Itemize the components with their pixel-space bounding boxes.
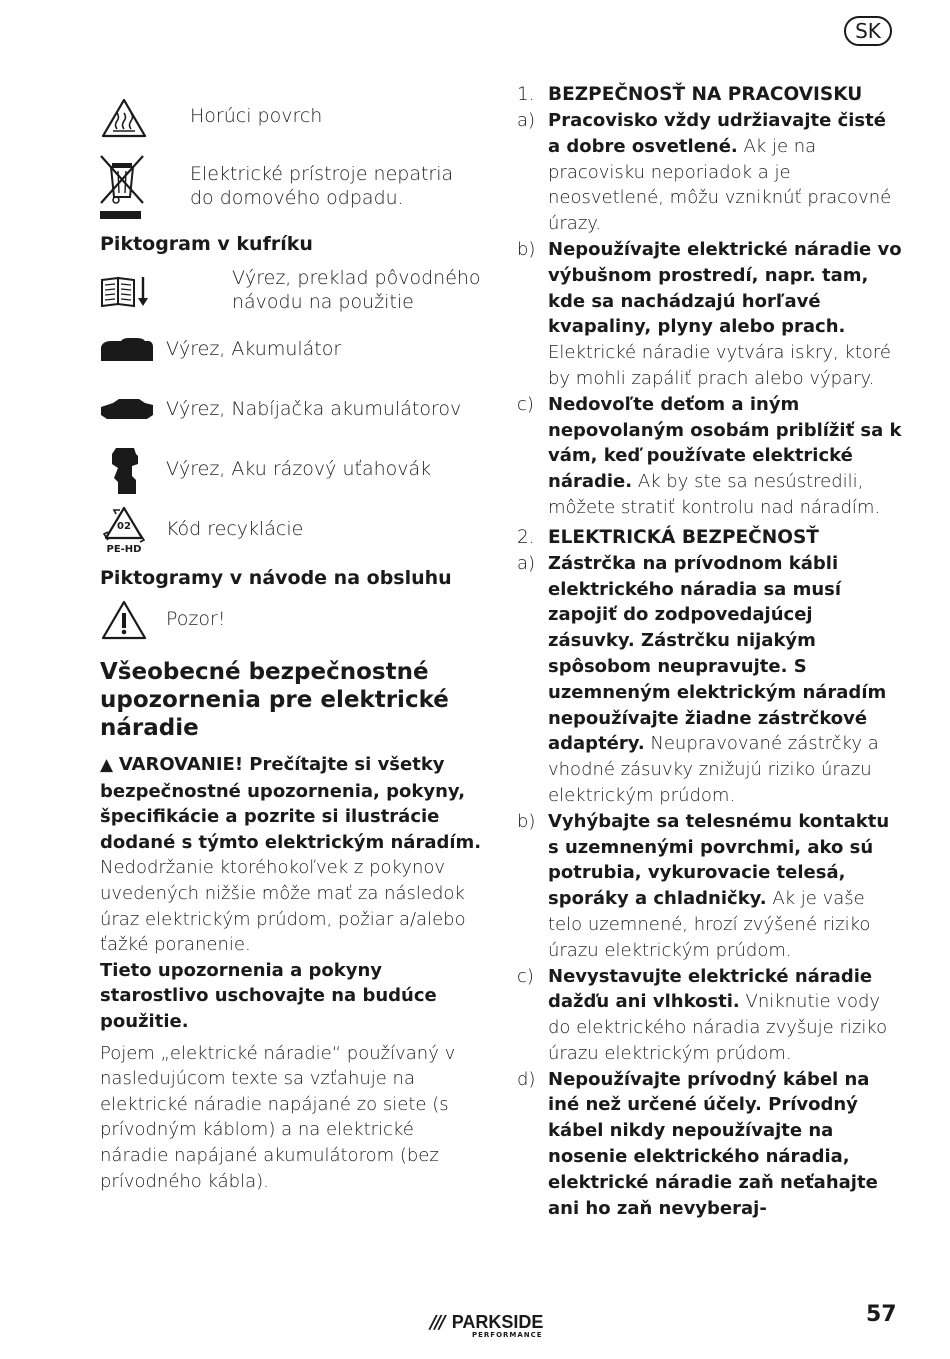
warning-triangle-icon: ▲: [100, 755, 114, 775]
list-item: d) Nepoužívajte prívodný kábel na iné než určené účely. Prívodný kábel nikdy nepoužívajte na nosenie elektrického náradia, elektrické náradie zaň neťahajte ani ho zaň nevyberaj-: [517, 1068, 878, 1219]
section-2-heading: 2. ELEKTRICKÁ BEZPEČNOSŤ: [517, 526, 819, 548]
warning-bold-text: VAROVANIE! Prečítajte si všetky bezpečnostné upozornenia, pokyny, špecifikácie a pozrite si ilustrácie dodané s týmto elektrickým náradím.: [100, 754, 482, 853]
list-item: a) Zástrčka na prívodnom kábli elektrického náradia sa musí zapojiť do zodpovedajúcej zásuvky. Zástrčku nijakým spôsobom neupravujte. S uzemneným elektrickým náradím nepoužívajte žiadne zástrčkové adaptéry. Neupravované zástrčky a vhodné zásuvky znižujú riziko úrazu elektrickým prúdom.: [517, 552, 887, 806]
brand-name: PARKSIDE: [451, 1312, 544, 1332]
general-safety-block: [100, 658, 485, 1194]
warning-paragraph: [100, 752, 485, 958]
battery-shape-icon: [99, 337, 155, 367]
hot-surface-icon: [100, 97, 148, 143]
recycling-pehd-icon: [100, 504, 148, 558]
keep-instructions: Tieto upozornenia a pokyny starostlivo uschovajte na budúce použitie.: [100, 959, 437, 1032]
charger-label: Výrez, Nabíjačka akumulátorov: [166, 398, 462, 420]
manual-pictogram-heading: Piktogramy v návode na obsluhu: [100, 567, 452, 589]
list-item: c) Nevystavujte elektrické náradie dažďu ani vlhkosti. Vniknutie vody do elektrického náradia zvyšuje riziko úrazu elektrickým prúdom.: [517, 965, 888, 1064]
crossed-bin-icon: [98, 153, 146, 227]
section-1-heading: 1. BEZPEČNOSŤ NA PRACOVISKU: [517, 84, 863, 105]
bin-label: Elektrické prístroje nepatria do domového odpadu.: [190, 163, 454, 209]
manual-extract-label: Výrez, preklad pôvodného návodu na použitie: [232, 267, 481, 313]
list-item: b) Nepoužívajte elektrické náradie vo výbušnom prostredí, napr. tam, kde sa nachádzajú horľavé kvapaliny, plyny alebo prach. Elektrické náradie vytvára iskry, ktoré by mohli zapáliť prach alebo výpary.: [517, 238, 902, 389]
warning-icon: [100, 599, 148, 645]
impact-wrench-label: Výrez, Aku rázový uťahovák: [166, 458, 432, 480]
recycling-code-number: 02: [117, 521, 131, 532]
language-badge: SK: [844, 16, 892, 46]
right-column: [517, 82, 902, 1221]
brand-stripes-icon: ///: [430, 1312, 444, 1333]
section-title: Všeobecné bezpečnostné upozornenia pre elektrické náradie: [100, 659, 449, 741]
warning-label: Pozor!: [166, 608, 226, 630]
list-item: b) Vyhýbajte sa telesnému kontaktu s uzemnenými povrchmi, ako sú potrubia, vykurovacie telesá, sporáky a chladničky. Ak je vaše telo uzemnené, hrozí zvýšené riziko úrazu elektrickým prúdom.: [517, 810, 890, 961]
charger-shape-icon: [99, 395, 155, 425]
case-pictogram-heading: Piktogram v kufríku: [100, 233, 313, 255]
recycling-material-label: PE-HD: [106, 544, 142, 555]
battery-label: Výrez, Akumulátor: [166, 338, 342, 360]
hot-surface-label: Horúci povrch: [190, 105, 323, 127]
brand-logo: [430, 1312, 543, 1339]
list-item: c) Nedovoľte deťom a iným nepovolaným osobám priblížiť sa k vám, keď používate elektrické náradie. Ak by ste sa nesústredili, môžete stratiť kontrolu nad náradím.: [517, 393, 902, 518]
recycling-label: Kód recyklácie: [166, 518, 304, 540]
impact-wrench-shape-icon: [110, 446, 140, 500]
page-number: 57: [866, 1302, 897, 1327]
manual-extract-icon: [100, 274, 150, 312]
list-item: a) Pracovisko vždy udržiavajte čisté a dobre osvetlené. Ak je na pracovisku neporiadok a je neosvetlené, môžu vzniknúť pracovné úrazy.: [517, 110, 892, 235]
definition-paragraph: Pojem „elektrické náradie“ používaný v nasledujúcom texte sa vzťahuje na elektrické náradie napájané zo siete (s prívodným káblom) a na elektrické náradie napájané akumulátorom (bez prívodného kábla).: [100, 1042, 456, 1192]
brand-subline: PERFORMANCE: [472, 1331, 543, 1339]
warning-normal-text: Nedodržanie ktoréhokoľvek z pokynov uvedených nižšie môže mať za následok úraz elektrickým prúdom, požiar a/alebo ťažké poranenie.: [100, 857, 466, 956]
